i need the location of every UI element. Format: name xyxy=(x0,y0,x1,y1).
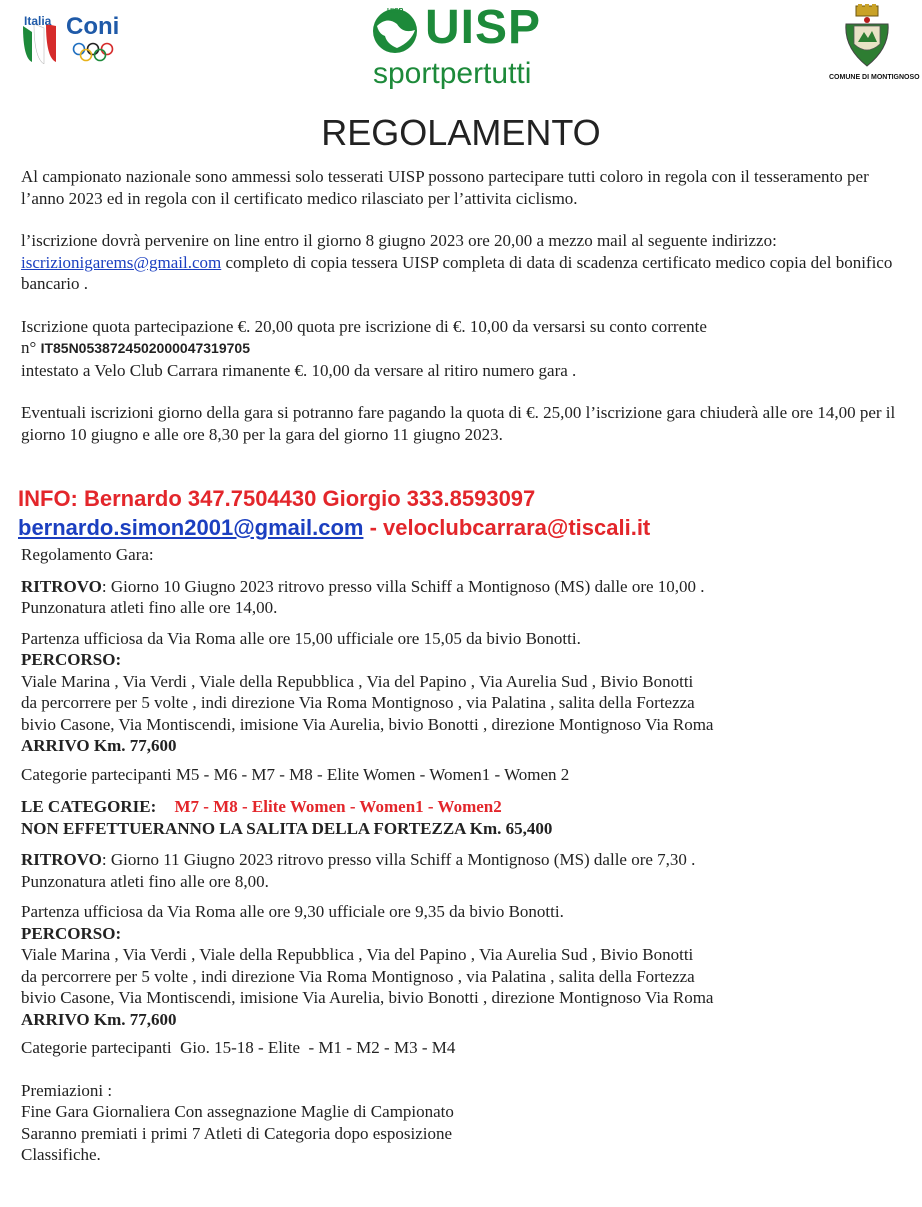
email-separator: - xyxy=(363,515,384,540)
rules-heading: Regolamento Gara: xyxy=(21,545,154,564)
page-title: REGOLAMENTO xyxy=(321,112,601,153)
day1-arrivo: ARRIVO Km. 77,600 xyxy=(21,736,177,755)
fee-text-rest: intestato a Velo Club Carrara rimanente €. 10,00 da versare al ritiro numero gara . xyxy=(21,360,577,380)
day1-ritrovo-label: RITROVO xyxy=(21,576,102,596)
iban-value: IT85N0538724502000047319705 xyxy=(40,340,250,356)
le-categorie-note: NON EFFETTUERANNO LA SALITA DELLA FORTEZZA Km. 65,400 xyxy=(21,818,553,838)
day1-partenza-text: Partenza ufficiosa da Via Roma alle ore 15,00 ufficiale ore 15,05 da bivio Bonotti. xyxy=(21,628,581,648)
info-contacts: INFO: Bernardo 347.7504430 Giorgio 333.8593097 xyxy=(18,486,536,511)
comune-caption: COMUNE DI MONTIGNOSO xyxy=(829,74,920,81)
intro-paragraph-4: Eventuali iscrizioni giorno della gara si potranno fare pagando la quota di €. 25,00 l’iscrizione gara chiuderà alle ore 14,00 per il giorno 10 giugno e alle ore 8,30 per la gara del giorno 11 giugno 2023. xyxy=(21,403,896,444)
day2-partenza xyxy=(21,901,901,1030)
day1-percorso-line-1: Viale Marina , Via Verdi , Viale della Repubblica , Via del Papino , Via Aurelia Sud , Bivio Bonotti xyxy=(21,671,694,691)
coni-name: Coni xyxy=(66,13,120,40)
day2-ritrovo xyxy=(21,849,901,892)
premiazioni-label: Premiazioni : xyxy=(21,1080,113,1100)
day2-percorso-label: PERCORSO: xyxy=(21,923,122,943)
day1-percorso-line-3: bivio Casone, Via Montiscendi, imisione Via Aurelia, bivio Bonotti , direzione Montignoso Via Roma xyxy=(21,714,714,734)
premiazioni-line-3: Classifiche. xyxy=(21,1145,101,1164)
coni-logo xyxy=(20,14,132,66)
le-categorie xyxy=(21,796,901,839)
day1-ritrovo-text: : Giorno 10 Giugno 2023 ritrovo presso villa Schiff a Montignoso (MS) dalle ore 10,00 . xyxy=(101,576,705,596)
uisp-globe-icon xyxy=(367,4,427,56)
day2-ritrovo-text: : Giorno 11 Giugno 2023 ritrovo presso villa Schiff a Montignoso (MS) dalle ore 7,30 . xyxy=(101,850,696,869)
uisp-name: UISP xyxy=(425,1,542,54)
day2-percorso-line-3: bivio Casone, Via Montiscendi, imisione Via Aurelia, bivio Bonotti , direzione Montignoso Via Roma xyxy=(21,988,714,1007)
day1-percorso-line-2: da percorrere per 5 volte , indi direzione Via Roma Montignoso , via Palatina , salita della Fortezza xyxy=(21,693,695,712)
day1-partenza xyxy=(21,628,901,757)
day2-punzonatura: Punzonatura atleti fino alle ore 8,00. xyxy=(21,871,269,891)
day2-arrivo: ARRIVO Km. 77,600 xyxy=(21,1009,177,1029)
svg-text:UISP: UISP xyxy=(387,8,404,15)
coni-prefix: Italia xyxy=(24,14,52,28)
day1-categorie: Categorie partecipanti M5 - M6 - M7 - M8 - Elite Women - Women1 - Women 2 xyxy=(21,764,570,784)
day2-ritrovo-label: RITROVO xyxy=(21,850,102,869)
registration-email-link[interactable]: iscrizionigarems@gmail.com xyxy=(21,252,222,272)
email-veloclub[interactable]: veloclubcarrara@tiscali.it xyxy=(383,515,651,540)
fee-text: Iscrizione quota partecipazione €. 20,00 quota pre iscrizione di €. 10,00 da versarsi su conto corrente xyxy=(21,316,707,336)
premiazioni xyxy=(21,1080,901,1166)
premiazioni-line-1: Fine Gara Giornaliera Con assegnazione Maglie di Campionato xyxy=(21,1102,454,1121)
le-categorie-label: LE CATEGORIE: xyxy=(21,797,157,816)
registration-text-rest: completo di copia tessera UISP completa di data di scadenza certificato medico copia del bonifico bancario . xyxy=(21,252,893,293)
intro-paragraph-3 xyxy=(21,316,901,382)
registration-text: l’iscrizione dovrà pervenire on line entro il giorno 8 giugno 2023 ore 20,00 a mezzo mail al seguente indirizzo: xyxy=(21,231,777,250)
email-bernardo-link[interactable]: bernardo.simon2001@gmail.com xyxy=(18,515,364,540)
info-emails xyxy=(18,515,650,541)
comune-logo xyxy=(822,4,918,86)
day2-percorso-line-2: da percorrere per 5 volte , indi direzione Via Roma Montignoso , via Palatina , salita della Fortezza xyxy=(21,966,695,986)
iban-prefix: n° xyxy=(21,338,41,357)
olympic-rings-icon xyxy=(72,42,118,62)
le-categorie-list: M7 - M8 - Elite Women - Women1 - Women2 xyxy=(174,797,502,816)
premiazioni-line-2: Saranno premiati i primi 7 Atleti di Categoria dopo esposizione xyxy=(21,1123,453,1143)
day1-punzonatura: Punzonatura atleti fino alle ore 14,00. xyxy=(21,598,278,617)
uisp-logo xyxy=(365,2,565,96)
day1-ritrovo xyxy=(21,576,901,619)
day2-partenza-text: Partenza ufficiosa da Via Roma alle ore 9,30 ufficiale ore 9,35 da bivio Bonotti. xyxy=(21,902,564,921)
intro-paragraph-2 xyxy=(21,230,901,295)
intro xyxy=(21,166,901,445)
day1-percorso-label: PERCORSO: xyxy=(21,650,122,669)
comune-crest-icon xyxy=(842,4,892,68)
day2-categorie: Categorie partecipanti Gio. 15-18 - Elite - M1 - M2 - M3 - M4 xyxy=(21,1038,456,1057)
uisp-tagline: sportpertutti xyxy=(373,57,532,90)
intro-paragraph-1: Al campionato nazionale sono ammessi solo tesserati UISP possono partecipare tutti coloro in regola con il tesseramento per l’anno 2023 ed in regola con il certificato medico rilasciato per l’attivita ciclismo. xyxy=(21,167,869,208)
day2-percorso-line-1: Viale Marina , Via Verdi , Viale della Repubblica , Via del Papino , Via Aurelia Sud , Bivio Bonotti xyxy=(21,945,694,964)
race-rules xyxy=(21,544,901,1166)
